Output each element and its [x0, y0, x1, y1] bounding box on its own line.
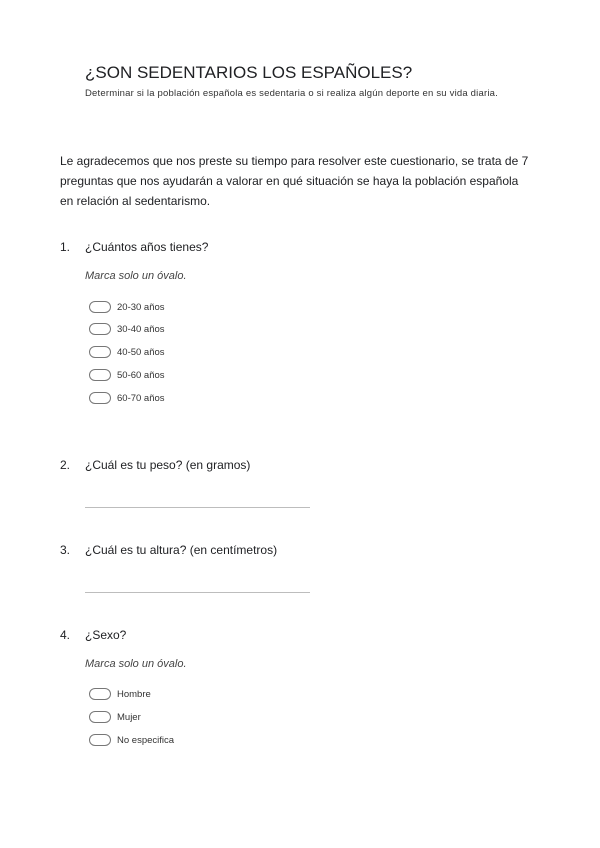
- question-4-number: 4.: [60, 628, 71, 642]
- option-label: 50-60 años: [117, 369, 165, 381]
- question-1-number: 1.: [60, 240, 71, 254]
- question-4-hint: Marca solo un óvalo.: [85, 658, 187, 670]
- option-label: No especifica: [117, 734, 175, 746]
- option-label: 60-70 años: [117, 392, 165, 404]
- radio-oval[interactable]: [89, 369, 111, 381]
- option-label: Mujer: [117, 711, 141, 723]
- option-label: 20-30 años: [117, 301, 165, 313]
- option-50-60[interactable]: [89, 368, 165, 382]
- radio-oval[interactable]: [89, 711, 111, 723]
- radio-oval[interactable]: [89, 392, 111, 404]
- form-intro: Le agradecemos que nos preste su tiempo para resolver este cuestionario, se trata de 7 preguntas que nos ayudarán a valorar en qué situación se haya la población española en relación al sedentarismo.: [60, 154, 529, 208]
- option-label: 30-40 años: [117, 323, 165, 335]
- question-1-text: ¿Cuántos años tienes?: [85, 240, 209, 254]
- option-mujer[interactable]: [89, 710, 141, 724]
- question-3-text: ¿Cuál es tu altura? (en centímetros): [85, 543, 278, 557]
- option-label: Hombre: [117, 688, 151, 700]
- option-hombre[interactable]: [89, 687, 151, 701]
- question-3-number: 3.: [60, 543, 71, 557]
- option-30-40[interactable]: [89, 322, 165, 336]
- question-1-hint: Marca solo un óvalo.: [85, 270, 187, 282]
- radio-oval[interactable]: [89, 346, 111, 358]
- radio-oval[interactable]: [89, 301, 111, 313]
- option-60-70[interactable]: [89, 391, 165, 405]
- radio-oval[interactable]: [89, 323, 111, 335]
- option-no-especifica[interactable]: [89, 733, 174, 747]
- height-answer-line[interactable]: [85, 592, 310, 593]
- form-description: Determinar si la población española es sedentaria o si realiza algún deporte en su vida diaria.: [85, 88, 498, 99]
- form-title: ¿SON SEDENTARIOS LOS ESPAÑOLES?: [85, 63, 413, 82]
- radio-oval[interactable]: [89, 734, 111, 746]
- question-4-text: ¿Sexo?: [85, 628, 127, 642]
- question-2-text: ¿Cuál es tu peso? (en gramos): [85, 458, 251, 472]
- option-20-30[interactable]: [89, 300, 165, 314]
- option-label: 40-50 años: [117, 346, 165, 358]
- weight-answer-line[interactable]: [85, 507, 310, 508]
- radio-oval[interactable]: [89, 688, 111, 700]
- option-40-50[interactable]: [89, 345, 165, 359]
- question-2-number: 2.: [60, 458, 71, 472]
